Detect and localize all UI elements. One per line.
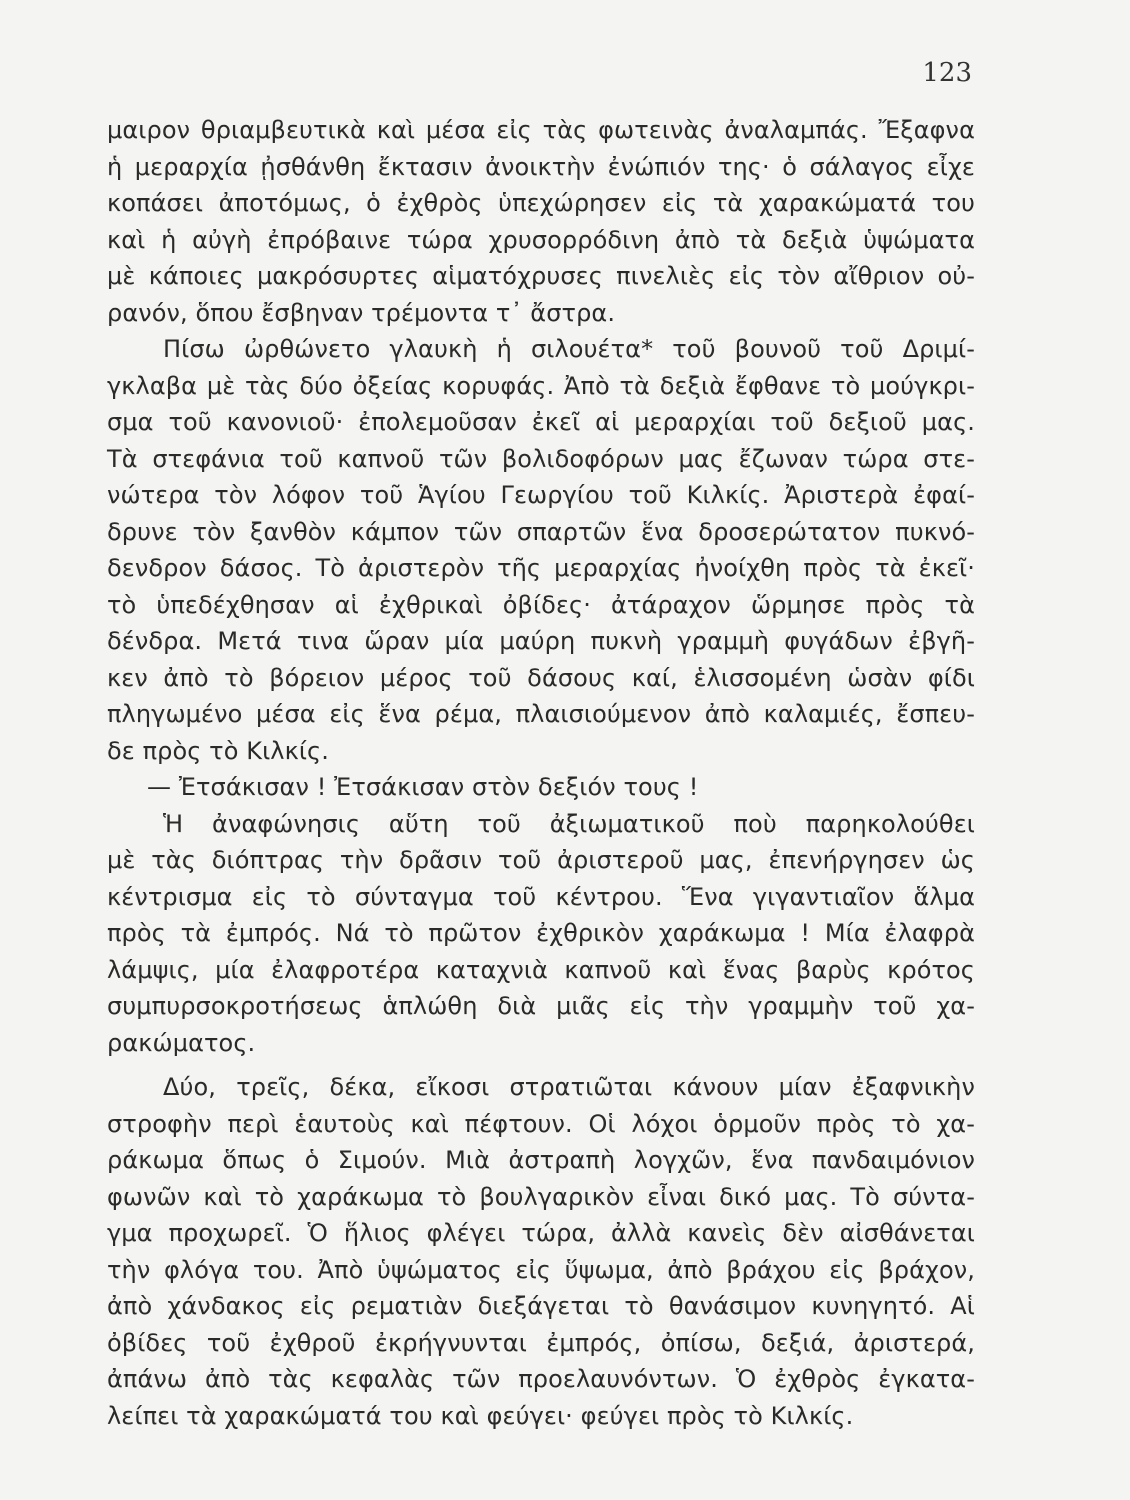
text-line: μὲ τὰς διόπτρας τὴν δρᾶσιν τοῦ ἀριστεροῦ μας, ἐπενήργησεν ὡς xyxy=(107,846,975,874)
paragraph xyxy=(107,769,975,806)
text-line: δένδρα. Μετά τινα ὥραν μία μαύρη πυκνὴ γραμμὴ φυγάδων ἐβγῆ- xyxy=(107,627,975,655)
text-line: γμα προχωρεῖ. Ὁ ἥλιος φλέγει τώρα, ἀλλὰ κανεὶς δὲν αἰσθάνεται xyxy=(107,1219,975,1247)
text-line: δε πρὸς τὸ Κιλκίς. xyxy=(107,736,329,765)
text-line: μὲ κάποιες μακρόσυρτες αἱματόχρυσες πινελιὲς εἰς τὸν αἴθριον οὐ- xyxy=(107,262,975,290)
text-line: λείπει τὰ χαρακώματά του καὶ φεύγει· φεύγει πρὸς τὸ Κιλκίς. xyxy=(107,1401,854,1430)
text-line: νώτερα τὸν λόφον τοῦ Ἁγίου Γεωργίου τοῦ Κιλκίς. Ἀριστερὰ ἐφαί- xyxy=(107,481,975,509)
text-line: ράκωμα ὅπως ὁ Σιμούν. Μιὰ ἀστραπὴ λογχῶν, ἕνα πανδαιμόνιον xyxy=(107,1146,975,1174)
text-line: κοπάσει ἀποτόμως, ὁ ἐχθρὸς ὑπεχώρησεν εἰς τὰ χαρακώματά του xyxy=(107,189,975,217)
text-line: καὶ ἡ αὐγὴ ἐπρόβαινε τώρα χρυσορρόδινη ἀπὸ τὰ δεξιὰ ὑψώματα xyxy=(107,225,975,254)
text-line: Πίσω ὠρθώνετο γλαυκὴ ἡ σιλουέτα* τοῦ βουνοῦ τοῦ Δριμί- xyxy=(163,335,975,363)
text-line: συμπυρσοκροτήσεως ἁπλώθη διὰ μιᾶς εἰς τὴν γραμμὴν τοῦ χα- xyxy=(107,992,975,1020)
text-line: Τὰ στεφάνια τοῦ καπνοῦ τῶν βολιδοφόρων μας ἔζωναν τώρα στε- xyxy=(107,444,975,473)
text-line: — Ἐτσάκισαν ! Ἐτσάκισαν στὸν δεξιόν τους ! xyxy=(147,773,699,801)
text-line: πληγωμένο μέσα εἰς ἕνα ρέμα, πλαισιούμενον ἀπὸ καλαμιές, ἔσπευ- xyxy=(107,700,975,728)
text-line: ἡ μεραρχία ᾐσθάνθη ἔκτασιν ἀνοικτὴν ἐνώπιόν της· ὁ σάλαγος εἶχε xyxy=(107,152,975,181)
text-line: κέντρισμα εἰς τὸ σύνταγμα τοῦ κέντρου. Ἕνα γιγαντιαῖον ἅλμα xyxy=(107,882,975,911)
text-line: φωνῶν καὶ τὸ χαράκωμα τὸ βουλγαρικὸν εἶναι δικό μας. Τὸ σύντα- xyxy=(107,1182,975,1211)
text-line: στροφὴν περὶ ἑαυτοὺς καὶ πέφτουν. Οἱ λόχοι ὁρμοῦν πρὸς τὸ χα- xyxy=(107,1109,975,1138)
text-line: δρυνε τὸν ξανθὸν κάμπον τῶν σπαρτῶν ἕνα δροσερώτατον πυκνό- xyxy=(107,517,975,546)
text-line: γκλαβα μὲ τὰς δύο ὀξείας κορυφάς. Ἀπὸ τὰ δεξιὰ ἔφθανε τὸ μούγκρι- xyxy=(107,371,975,400)
text-line: κεν ἀπὸ τὸ βόρειον μέρος τοῦ δάσους καί, ἑλισσομένη ὡσὰν φίδι xyxy=(107,663,975,692)
text-line: ἀπάνω ἀπὸ τὰς κεφαλὰς τῶν προελαυνόντων. Ὁ ἐχθρὸς ἐγκατα- xyxy=(107,1365,975,1393)
text-line: τὴν φλόγα του. Ἀπὸ ὑψώματος εἰς ὕψωμα, ἀπὸ βράχου εἰς βράχον, xyxy=(107,1255,975,1284)
paragraph xyxy=(107,1069,975,1434)
text-line: ρανόν, ὅπου ἔσβηναν τρέμοντα τ᾽ ἄστρα. xyxy=(107,298,616,327)
text-line: ὀβίδες τοῦ ἐχθροῦ ἐκρήγνυνται ἐμπρός, ὀπίσω, δεξιά, ἀριστερά, xyxy=(107,1328,975,1357)
text-line: ρακώματος. xyxy=(107,1028,256,1057)
paragraph xyxy=(107,331,975,769)
text-line: Δύο, τρεῖς, δέκα, εἴκοσι στρατιῶται κάνουν μίαν ἐξαφνικὴν xyxy=(163,1073,975,1101)
paragraph xyxy=(107,112,975,331)
text-line: δενδρον δάσος. Τὸ ἀριστερὸν τῆς μεραρχίας ἠνοίχθη πρὸς τὰ ἐκεῖ· xyxy=(107,554,975,582)
paragraph xyxy=(107,806,975,1062)
text-line: λάμψις, μία ἐλαφροτέρα καταχνιὰ καπνοῦ καὶ ἕνας βαρὺς κρότος xyxy=(107,955,975,984)
page-number: 123 xyxy=(922,58,972,88)
text-line: σμα τοῦ κανονιοῦ· ἐπολεμοῦσαν ἐκεῖ αἱ μεραρχίαι τοῦ δεξιοῦ μας. xyxy=(107,408,975,436)
text-line: μαιρον θριαμβευτικὰ καὶ μέσα εἰς τὰς φωτεινὰς ἀναλαμπάς. Ἔξαφνα xyxy=(107,116,975,144)
text-line: πρὸς τὰ ἐμπρός. Νά τὸ πρῶτον ἐχθρικὸν χαράκωμα ! Μία ἐλαφρὰ xyxy=(107,919,975,947)
text-line: ἀπὸ χάνδακος εἰς ρεματιὰν διεξάγεται τὸ θανάσιμον κυνηγητό. Αἱ xyxy=(107,1292,975,1320)
text-line: Ἡ ἀναφώνησις αὕτη τοῦ ἀξιωματικοῦ ποὺ παρηκολούθει xyxy=(163,809,975,838)
text-body xyxy=(107,112,975,1434)
text-line: τὸ ὑπεδέχθησαν αἱ ἐχθρικαὶ ὀβίδες· ἀτάραχον ὥρμησε πρὸς τὰ xyxy=(107,590,975,619)
